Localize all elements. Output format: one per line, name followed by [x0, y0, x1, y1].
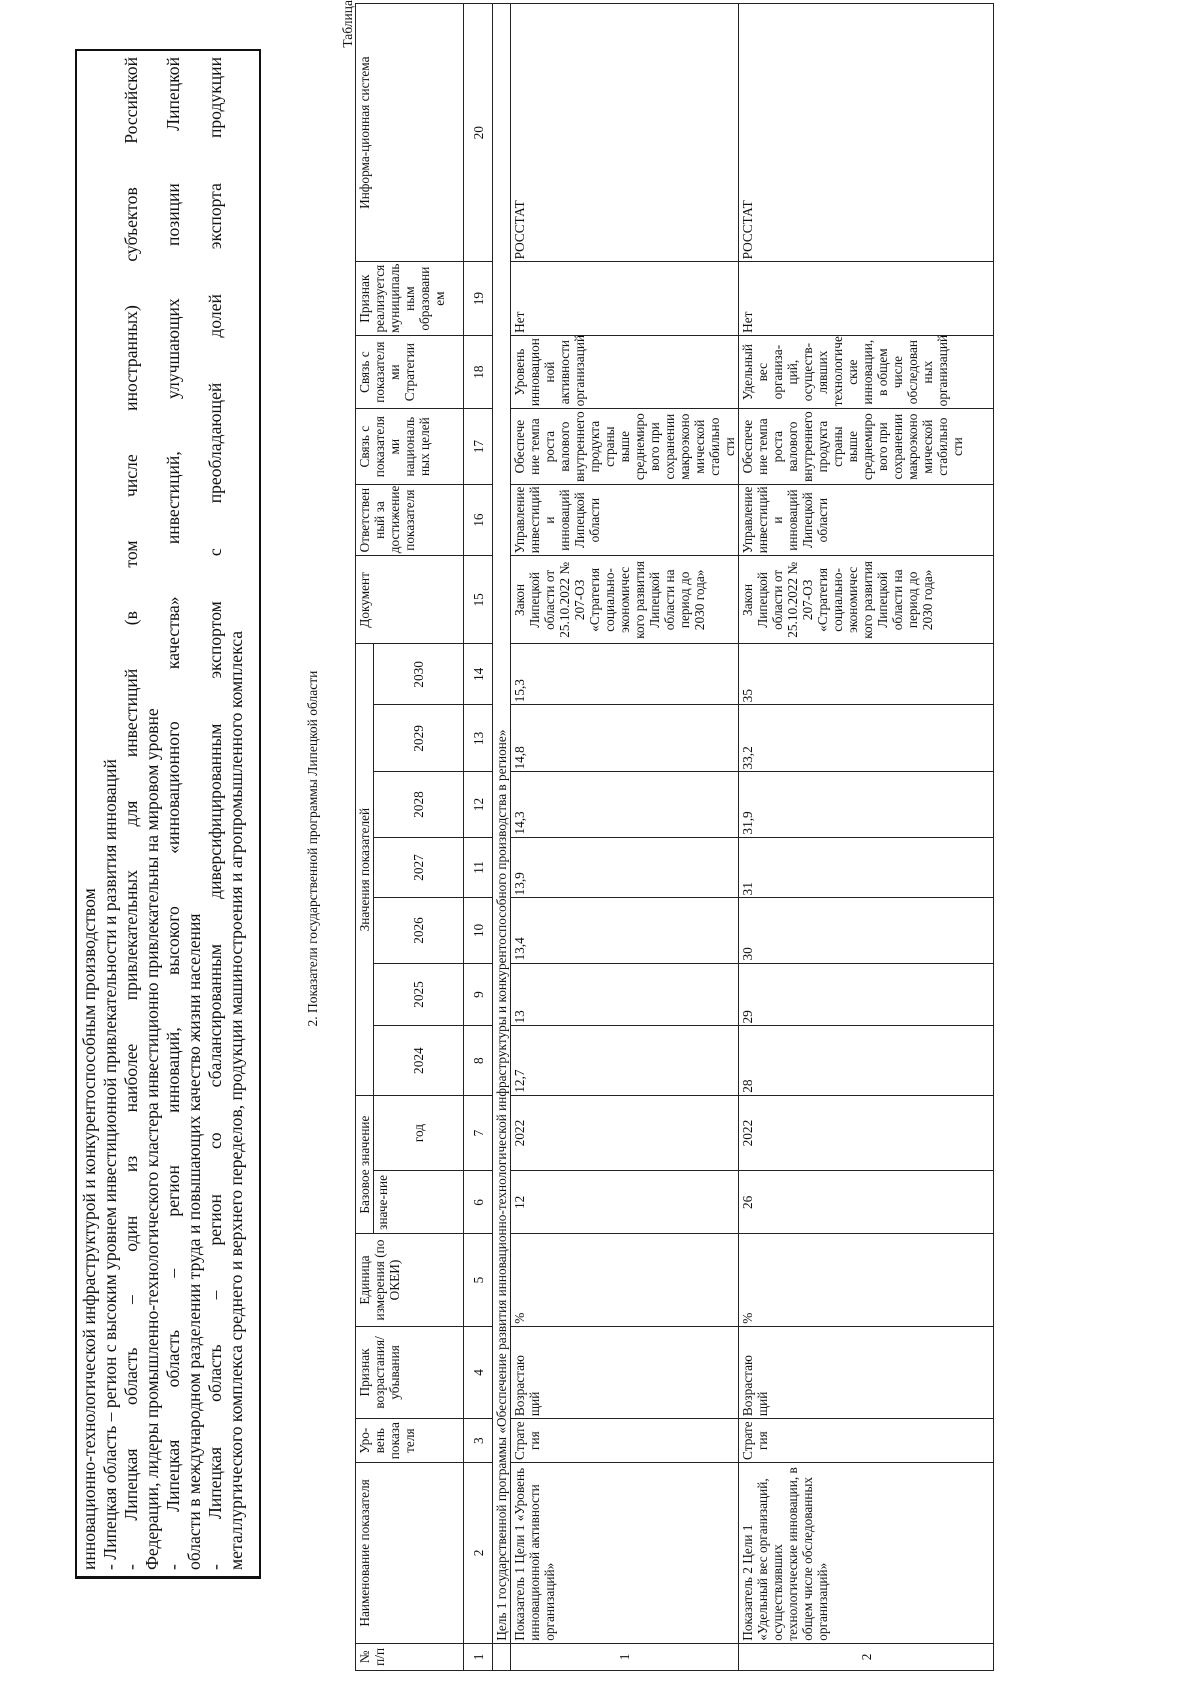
header-year: 2028: [374, 772, 464, 837]
header-municipal: Признак реализуется муниципаль ным образовани ем: [356, 262, 464, 335]
column-number: 13: [464, 705, 493, 772]
goals-line: инновационно-технологической инфраструктурой и конкурентоспособным производством: [79, 888, 99, 1570]
goals-line: металлургического комплекса среднего и верхнего переделов, продукции машиностроения и агропромышленного комплекса: [226, 630, 246, 1570]
indicator-sign: Возрастаю щий: [511, 1326, 739, 1418]
goals-line: - Липецкая область – один из наиболее привлекательных для инвестиций (в том числе иностранных) субъектов Российской: [121, 57, 141, 1570]
header-link-strategy: Связь с показателя ми Стратегии: [356, 335, 464, 408]
year-value: 35: [739, 644, 994, 705]
column-number: 11: [464, 837, 493, 898]
goals-line: области в международном разделении труда и повышающих качество жизни населения: [184, 913, 204, 1570]
header-base-value: значе-ние: [374, 1171, 464, 1234]
municipal-cell: Нет: [739, 262, 994, 335]
indicator-unit: %: [739, 1234, 994, 1326]
column-number: 8: [464, 1026, 493, 1095]
column-number: 12: [464, 772, 493, 837]
year-value: 14,3: [511, 772, 739, 837]
year-value: 30: [739, 898, 994, 963]
header-sign: Признак возрастания/ убывания: [356, 1326, 464, 1418]
column-numbers-row: [464, 4, 493, 1671]
year-value: 29: [739, 963, 994, 1026]
info-system-cell: РОССТАТ: [739, 4, 994, 262]
header-year: 2026: [374, 898, 464, 963]
column-number: 5: [464, 1234, 493, 1326]
section-title: 2. Показатели государственной программы Липецкой области: [305, 670, 320, 1027]
link-national-cell: Обеспече ние темпа роста валового внутреннего продукта страны выше среднемиро вого при сохранении макроэконо мической стабильно сти: [511, 409, 739, 485]
header-year: 2027: [374, 837, 464, 898]
header-link-national: Связь с показателя ми националь ных целей: [356, 409, 464, 485]
link-national-cell: Обеспече ние темпа роста валового внутреннего продукта страны выше среднемиро вого при сохранении макроэконо мической стабильно сти: [739, 409, 994, 485]
municipal-cell: Нет: [511, 262, 739, 335]
header-document: Документ: [356, 556, 464, 644]
indicator-level: Страте гия: [739, 1419, 994, 1463]
column-number: 15: [464, 556, 493, 644]
indicator-name: Показатель 2 Цели 1 «Удельный вес организаций, осуществлявших технологические инновации, в общем числе обследованных организаций»: [739, 1463, 994, 1644]
row-num: 1: [511, 1643, 739, 1670]
header-name: Наименование показателя: [356, 1463, 464, 1644]
base-value: 26: [739, 1171, 994, 1234]
year-value: 31,9: [739, 772, 994, 837]
header-year: 2024: [374, 1026, 464, 1095]
document-cell: Закон Липецкой области от 25.10.2022 № 207-ОЗ «Стратегия социально-экономичес кого развития Липецкой области на период до 2030 года»: [511, 556, 739, 644]
column-number: 9: [464, 963, 493, 1026]
header-unit: Единица измерения (по ОКЕИ): [356, 1234, 464, 1326]
year-value: 15,3: [511, 644, 739, 705]
responsible-cell: Управление инвестиций и инноваций Липецкой области: [739, 484, 994, 555]
goals-line: - Липецкая область – регион инноваций, высокого «инновационного качества» инвестиций, улучшающих позиции Липецкой: [163, 57, 183, 1570]
link-strategy-cell: Удельный вес организа-ций, осуществ-лявших технологиче ские инновации, в общем числе обследован ных организаций: [739, 335, 994, 408]
base-value: 12: [511, 1171, 739, 1234]
indicators-table: [355, 3, 994, 1671]
column-number: 3: [464, 1419, 493, 1463]
header-num: № п/п: [356, 1643, 464, 1670]
column-number: 10: [464, 898, 493, 963]
link-strategy-cell: Уровень инновацион ной активности организаций: [511, 335, 739, 408]
responsible-cell: Управление инвестиций и инноваций Липецкой области: [511, 484, 739, 555]
header-level: Уро-вень показа теля: [356, 1419, 464, 1463]
year-value: 14,8: [511, 705, 739, 772]
column-number: 7: [464, 1095, 493, 1171]
column-number: 4: [464, 1326, 493, 1418]
info-system-cell: РОССТАТ: [511, 4, 739, 262]
header-info-system: Информа-ционная система: [356, 4, 464, 262]
header-year: 2025: [374, 963, 464, 1026]
year-value: 13: [511, 963, 739, 1026]
base-year: 2022: [511, 1095, 739, 1171]
header-values: Значения показателей: [356, 644, 374, 1095]
column-number: 6: [464, 1171, 493, 1234]
indicator-unit: %: [511, 1234, 739, 1326]
goals-line: Федерации, лидеры промышленно-технологического кластера инвестиционно привлекательны на мировом уровне: [142, 708, 162, 1570]
indicator-name: Показатель 1 Цели 1 «Уровень инновационной активности организаций»: [511, 1463, 739, 1644]
goals-box: [75, 49, 261, 1579]
header-year: 2030: [374, 644, 464, 705]
base-year: 2022: [739, 1095, 994, 1171]
header-year: 2029: [374, 705, 464, 772]
goals-line: - Липецкая область – регион с высоким уровнем инвестиционной привлекательности и развития инноваций: [100, 759, 120, 1570]
goal-row: [493, 4, 511, 1671]
table-label: Таблица: [340, 0, 355, 48]
indicator-level: Страте гия: [511, 1419, 739, 1463]
header-base-year: год: [374, 1095, 464, 1171]
header-responsible: Ответствен ный за достижение показателя: [356, 484, 464, 555]
column-number: 20: [464, 4, 493, 262]
table-row: [511, 4, 739, 1671]
column-number: 19: [464, 262, 493, 335]
year-value: 33,2: [739, 705, 994, 772]
year-value: 12,7: [511, 1026, 739, 1095]
year-value: 13,9: [511, 837, 739, 898]
column-number: 18: [464, 335, 493, 408]
column-number: 1: [464, 1643, 493, 1670]
column-number: 2: [464, 1463, 493, 1644]
indicator-sign: Возрастаю щий: [739, 1326, 994, 1418]
year-value: 31: [739, 837, 994, 898]
goal-text: Цель 1 государственной программы «Обеспечение развития инновационно-технологической инфраструктуры и конкурентоспособного производства в регионе»: [493, 4, 511, 1644]
year-value: 28: [739, 1026, 994, 1095]
table-row: [739, 4, 994, 1671]
row-num: 2: [739, 1643, 994, 1670]
header-base: Базовое значение: [356, 1095, 374, 1234]
column-number: 16: [464, 484, 493, 555]
column-number: 17: [464, 409, 493, 485]
column-number: 14: [464, 644, 493, 705]
year-value: 13,4: [511, 898, 739, 963]
document-cell: Закон Липецкой области от 25.10.2022 № 207-ОЗ «Стратегия социально-экономичес кого развития Липецкой области на период до 2030 года»: [739, 556, 994, 644]
goals-line: - Липецкая область – регион со сбалансированным диверсифицированным экспортом с преобладающей долей экспорта продукции: [205, 57, 225, 1570]
